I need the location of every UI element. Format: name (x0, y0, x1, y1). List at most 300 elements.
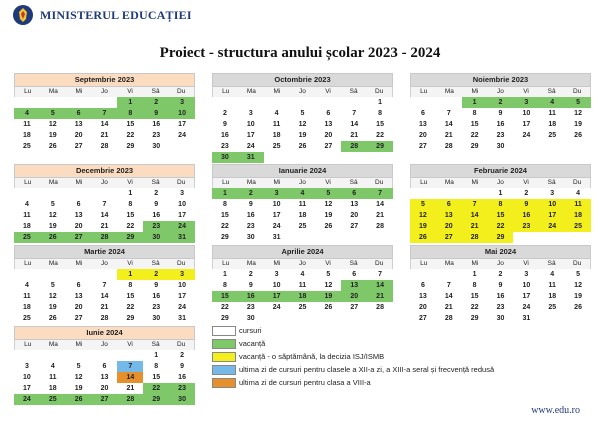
weekday-label: Lu (24, 88, 32, 95)
legend-swatch (212, 339, 236, 349)
weekday-label: Du (177, 341, 186, 348)
day-cell: 14 (444, 121, 453, 128)
day-cell: 10 (169, 108, 195, 119)
day-cell: 22 (126, 132, 135, 139)
day-cell: 23 (513, 221, 539, 232)
day-cell: 9 (498, 110, 503, 117)
weekday-header (410, 178, 591, 188)
day-cell: 21 (126, 385, 135, 392)
empty-day-cell (14, 350, 40, 361)
day-cell: 4 (274, 110, 279, 117)
day-cell: 18 (548, 121, 557, 128)
day-cell: 27 (350, 223, 359, 230)
day-cell: 24 (178, 304, 186, 311)
empty-day-cell (40, 188, 66, 199)
weekday-header (212, 178, 393, 188)
day-cell: 3 (274, 271, 279, 278)
day-cell: 10 (539, 199, 565, 210)
day-cell: 27 (436, 232, 462, 243)
day-cell: 27 (74, 143, 83, 150)
weekday-label: Ma (444, 88, 454, 95)
day-cell: 21 (100, 304, 109, 311)
empty-day-cell (40, 350, 66, 361)
weekday-label: Mi (471, 179, 479, 186)
day-cell: 5 (410, 199, 436, 210)
weekday-label: Du (573, 179, 582, 186)
day-cell: 1 (498, 190, 503, 197)
day-cell: 14 (100, 212, 109, 219)
day-cell: 13 (341, 280, 367, 291)
day-cell: 5 (315, 188, 341, 199)
month-title: Februarie 2024 (410, 164, 591, 178)
weekday-label: Jo (101, 179, 108, 186)
day-cell: 15 (212, 291, 238, 302)
day-cell: 11 (23, 293, 31, 300)
weekday-label: Mi (75, 179, 83, 186)
day-cell: 31 (169, 232, 195, 243)
empty-day-cell (66, 350, 92, 361)
day-cell: 18 (23, 304, 31, 311)
website-url[interactable]: www.edu.ro (531, 405, 580, 416)
weekday-label: Jo (497, 179, 504, 186)
day-cell: 15 (126, 212, 135, 219)
day-cell: 22 (470, 132, 479, 139)
weekday-label: Sâ (547, 260, 556, 267)
month-title: Mai 2024 (410, 245, 591, 259)
empty-day-cell (66, 97, 92, 108)
weekday-label: Mi (273, 260, 281, 267)
day-cell: 22 (376, 132, 384, 139)
day-cell: 6 (341, 188, 367, 199)
empty-day-cell (341, 232, 367, 243)
day-cell: 18 (23, 132, 31, 139)
weekday-label: Lu (24, 341, 32, 348)
day-cell: 6 (420, 110, 425, 117)
month-title: Octombrie 2023 (212, 73, 393, 87)
day-cell: 2 (488, 97, 514, 108)
day-cell: 19 (298, 132, 307, 139)
empty-day-cell (315, 152, 341, 163)
day-cell: 1 (212, 188, 238, 199)
empty-day-cell (264, 97, 290, 108)
day-grid (410, 269, 591, 324)
day-cell: 17 (23, 385, 31, 392)
empty-day-cell (315, 97, 341, 108)
day-cell: 29 (143, 394, 169, 405)
day-cell: 19 (574, 121, 582, 128)
weekday-label: Vi (325, 88, 331, 95)
day-cell: 4 (290, 188, 316, 199)
weekday-label: Mi (75, 341, 83, 348)
legend-swatch (212, 365, 236, 375)
day-cell: 5 (300, 110, 305, 117)
day-cell: 28 (92, 232, 118, 243)
day-cell: 14 (350, 121, 359, 128)
day-cell: 20 (74, 304, 83, 311)
day-cell: 23 (496, 132, 505, 139)
day-cell: 30 (246, 234, 255, 241)
month-title: Iunie 2024 (14, 326, 195, 340)
day-cell: 13 (74, 212, 83, 219)
weekday-label: Mi (273, 88, 281, 95)
day-cell: 20 (324, 132, 333, 139)
weekday-label: Sâ (151, 341, 160, 348)
empty-day-cell (290, 313, 316, 324)
day-cell: 22 (221, 223, 229, 230)
weekday-label: Du (375, 179, 384, 186)
day-cell: 8 (154, 363, 159, 370)
day-cell: 15 (488, 210, 514, 221)
day-cell: 14 (444, 293, 453, 300)
day-cell: 12 (48, 293, 57, 300)
day-cell: 28 (444, 315, 453, 322)
day-cell: 6 (76, 282, 81, 289)
day-cell: 19 (315, 291, 341, 302)
day-cell: 8 (128, 201, 133, 208)
day-cell: 1 (462, 97, 488, 108)
day-cell: 6 (76, 201, 81, 208)
weekday-header (212, 259, 393, 269)
month-calendar (212, 245, 393, 324)
day-cell: 4 (24, 201, 29, 208)
day-cell: 9 (154, 201, 159, 208)
empty-day-cell (14, 97, 40, 108)
day-cell: 2 (154, 190, 159, 197)
day-cell: 7 (446, 282, 451, 289)
day-cell: 25 (548, 132, 557, 139)
day-cell: 9 (248, 201, 253, 208)
empty-day-cell (565, 232, 591, 243)
day-cell: 19 (574, 293, 582, 300)
day-cell: 7 (117, 361, 143, 372)
day-cell: 24 (178, 132, 186, 139)
day-cell: 17 (522, 293, 531, 300)
day-cell: 2 (143, 97, 169, 108)
day-cell: 29 (470, 315, 479, 322)
day-cell: 24 (14, 394, 40, 405)
day-cell: 30 (143, 232, 169, 243)
day-cell: 5 (50, 201, 55, 208)
page-title: Proiect - structura anului școlar 2023 - 2024 (159, 45, 441, 61)
weekday-label: Jo (101, 260, 108, 267)
weekday-label: Vi (523, 179, 529, 186)
day-cell: 27 (66, 232, 92, 243)
day-cell: 12 (410, 210, 436, 221)
day-cell: 20 (341, 291, 367, 302)
day-cell: 19 (48, 304, 57, 311)
day-cell: 5 (40, 108, 66, 119)
weekday-label: Mi (471, 260, 479, 267)
weekday-header (14, 340, 195, 350)
weekday-label: Sâ (349, 179, 358, 186)
month-calendar (410, 245, 591, 324)
day-cell: 16 (152, 121, 161, 128)
empty-day-cell (436, 97, 462, 108)
day-cell: 7 (92, 108, 118, 119)
weekday-label: Ma (444, 179, 454, 186)
empty-day-cell (462, 188, 488, 199)
day-cell: 4 (550, 271, 555, 278)
day-cell: 5 (576, 271, 581, 278)
legend (212, 324, 494, 389)
legend-swatch (212, 326, 236, 336)
empty-day-cell (315, 313, 341, 324)
weekday-label: Mi (75, 88, 83, 95)
day-cell: 7 (352, 110, 357, 117)
day-cell: 7 (102, 282, 107, 289)
day-cell: 19 (410, 221, 436, 232)
day-cell: 6 (102, 363, 107, 370)
day-cell: 4 (576, 190, 581, 197)
day-cell: 20 (350, 212, 359, 219)
day-cell: 13 (74, 293, 83, 300)
day-cell: 24 (522, 132, 531, 139)
empty-day-cell (410, 188, 436, 199)
weekday-label: Sâ (349, 88, 358, 95)
day-cell: 9 (154, 282, 159, 289)
empty-day-cell (117, 350, 143, 361)
day-cell: 25 (14, 232, 40, 243)
day-cell: 27 (92, 394, 118, 405)
day-cell: 28 (444, 143, 453, 150)
day-cell: 28 (376, 223, 384, 230)
day-cell: 8 (128, 282, 133, 289)
day-cell: 26 (324, 223, 333, 230)
day-cell: 16 (246, 212, 255, 219)
day-cell: 18 (23, 223, 31, 230)
day-cell: 15 (470, 293, 479, 300)
day-cell: 31 (522, 315, 531, 322)
empty-day-cell (341, 313, 367, 324)
empty-day-cell (341, 97, 367, 108)
empty-day-cell (14, 188, 40, 199)
weekday-label: Lu (222, 179, 230, 186)
day-cell: 17 (246, 132, 255, 139)
day-cell: 11 (49, 374, 57, 381)
day-cell: 5 (50, 282, 55, 289)
day-cell: 8 (117, 108, 143, 119)
day-cell: 4 (24, 282, 29, 289)
day-cell: 16 (152, 212, 161, 219)
day-cell: 25 (565, 221, 591, 232)
day-cell: 14 (376, 201, 384, 208)
empty-day-cell (513, 141, 539, 152)
day-cell: 11 (565, 199, 591, 210)
empty-day-cell (66, 188, 92, 199)
day-cell: 17 (522, 121, 531, 128)
day-cell: 9 (143, 108, 169, 119)
weekday-label: Lu (24, 179, 32, 186)
day-cell: 23 (143, 221, 169, 232)
day-cell: 2 (238, 188, 264, 199)
month-calendar (212, 164, 393, 243)
empty-day-cell (436, 188, 462, 199)
day-cell: 21 (444, 132, 453, 139)
weekday-label: Du (375, 260, 384, 267)
day-cell: 24 (246, 143, 255, 150)
empty-day-cell (410, 269, 436, 280)
day-cell: 26 (66, 394, 92, 405)
day-grid (212, 188, 393, 243)
day-cell: 25 (23, 315, 31, 322)
day-cell: 10 (272, 282, 281, 289)
weekday-label: Ma (444, 260, 454, 267)
empty-day-cell (40, 269, 66, 280)
empty-day-cell (40, 97, 66, 108)
empty-day-cell (341, 152, 367, 163)
day-cell: 7 (462, 199, 488, 210)
day-cell: 27 (350, 304, 359, 311)
weekday-label: Sâ (349, 260, 358, 267)
day-cell: 13 (419, 293, 427, 300)
day-cell: 29 (367, 141, 393, 152)
weekday-label: Mi (75, 260, 83, 267)
month-title: Aprilie 2024 (212, 245, 393, 259)
day-cell: 14 (462, 210, 488, 221)
day-cell: 30 (496, 143, 505, 150)
day-cell: 30 (212, 152, 238, 163)
day-cell: 19 (74, 385, 83, 392)
day-cell: 28 (341, 141, 367, 152)
day-cell: 15 (126, 121, 135, 128)
day-cell: 27 (74, 315, 83, 322)
day-grid (212, 97, 393, 163)
day-cell: 28 (100, 315, 109, 322)
weekday-label: Sâ (151, 179, 160, 186)
empty-day-cell (539, 232, 565, 243)
day-cell: 13 (436, 210, 462, 221)
legend-label: cursuri (239, 326, 262, 335)
day-cell: 21 (100, 223, 109, 230)
day-cell: 15 (152, 374, 161, 381)
day-cell: 16 (238, 291, 264, 302)
day-cell: 23 (169, 383, 195, 394)
day-cell: 18 (548, 293, 557, 300)
month-title: Decembrie 2023 (14, 164, 195, 178)
day-cell: 15 (470, 121, 479, 128)
day-cell: 30 (152, 315, 161, 322)
day-cell: 11 (23, 212, 31, 219)
day-cell: 17 (178, 121, 186, 128)
day-cell: 7 (378, 271, 383, 278)
month-title: Ianuarie 2024 (212, 164, 393, 178)
day-cell: 1 (472, 271, 477, 278)
empty-day-cell (169, 141, 195, 152)
empty-day-cell (264, 152, 290, 163)
day-cell: 12 (574, 282, 582, 289)
weekday-label: Sâ (151, 260, 160, 267)
day-cell: 16 (221, 132, 229, 139)
empty-day-cell (290, 232, 316, 243)
weekday-header (14, 259, 195, 269)
day-cell: 30 (152, 143, 161, 150)
day-cell: 29 (221, 315, 229, 322)
legend-label: vacanță (239, 339, 266, 348)
legend-label: ultima zi de cursuri pentru clasa a VIII-a (239, 378, 371, 387)
day-cell: 13 (324, 121, 333, 128)
legend-swatch (212, 378, 236, 388)
day-cell: 22 (488, 221, 514, 232)
day-cell: 22 (470, 304, 479, 311)
day-cell: 26 (298, 143, 307, 150)
weekday-label: Du (573, 88, 582, 95)
day-cell: 24 (539, 221, 565, 232)
legend-swatch (212, 352, 236, 362)
weekday-label: Ma (48, 260, 58, 267)
day-cell: 15 (221, 212, 229, 219)
day-grid (410, 188, 591, 243)
day-cell: 2 (180, 352, 185, 359)
day-cell: 14 (367, 280, 393, 291)
month-title: Noiembrie 2023 (410, 73, 591, 87)
day-cell: 26 (324, 304, 333, 311)
weekday-label: Jo (497, 88, 504, 95)
weekday-label: Ma (246, 179, 256, 186)
day-cell: 26 (40, 232, 66, 243)
day-cell: 5 (76, 363, 81, 370)
weekday-label: Du (573, 260, 582, 267)
day-cell: 8 (472, 282, 477, 289)
day-cell: 16 (513, 210, 539, 221)
day-cell: 3 (524, 271, 529, 278)
day-cell: 20 (100, 385, 109, 392)
day-cell: 3 (513, 97, 539, 108)
weekday-label: Sâ (547, 88, 556, 95)
weekday-label: Ma (246, 260, 256, 267)
weekday-header (410, 87, 591, 97)
day-cell: 8 (488, 199, 514, 210)
day-cell: 10 (246, 121, 255, 128)
weekday-label: Jo (299, 179, 306, 186)
weekday-label: Vi (127, 341, 133, 348)
day-cell: 10 (178, 282, 186, 289)
day-cell: 23 (152, 304, 161, 311)
day-cell: 29 (221, 234, 229, 241)
day-cell: 11 (298, 201, 307, 208)
weekday-label: Jo (299, 88, 306, 95)
day-cell: 9 (222, 121, 227, 128)
weekday-label: Jo (101, 341, 108, 348)
month-title: Martie 2024 (14, 245, 195, 259)
day-cell: 10 (23, 374, 31, 381)
day-cell: 1 (117, 269, 143, 280)
weekday-header (410, 259, 591, 269)
day-cell: 30 (496, 315, 505, 322)
empty-day-cell (14, 269, 40, 280)
day-cell: 4 (50, 363, 55, 370)
day-cell: 3 (264, 188, 290, 199)
day-cell: 4 (14, 108, 40, 119)
day-cell: 16 (496, 121, 505, 128)
weekday-label: Du (177, 260, 186, 267)
day-cell: 4 (300, 271, 305, 278)
day-cell: 10 (272, 201, 281, 208)
empty-day-cell (92, 269, 118, 280)
day-cell: 18 (565, 210, 591, 221)
legend-item-vacanta (212, 337, 494, 350)
day-cell: 13 (100, 374, 109, 381)
day-cell: 17 (178, 293, 186, 300)
empty-day-cell (290, 152, 316, 163)
day-cell: 9 (180, 363, 185, 370)
day-cell: 1 (128, 190, 133, 197)
day-cell: 15 (126, 293, 135, 300)
day-cell: 7 (367, 188, 393, 199)
day-cell: 24 (272, 223, 281, 230)
legend-item-vacanta-isj (212, 350, 494, 363)
day-cell: 3 (550, 190, 555, 197)
day-cell: 17 (264, 291, 290, 302)
